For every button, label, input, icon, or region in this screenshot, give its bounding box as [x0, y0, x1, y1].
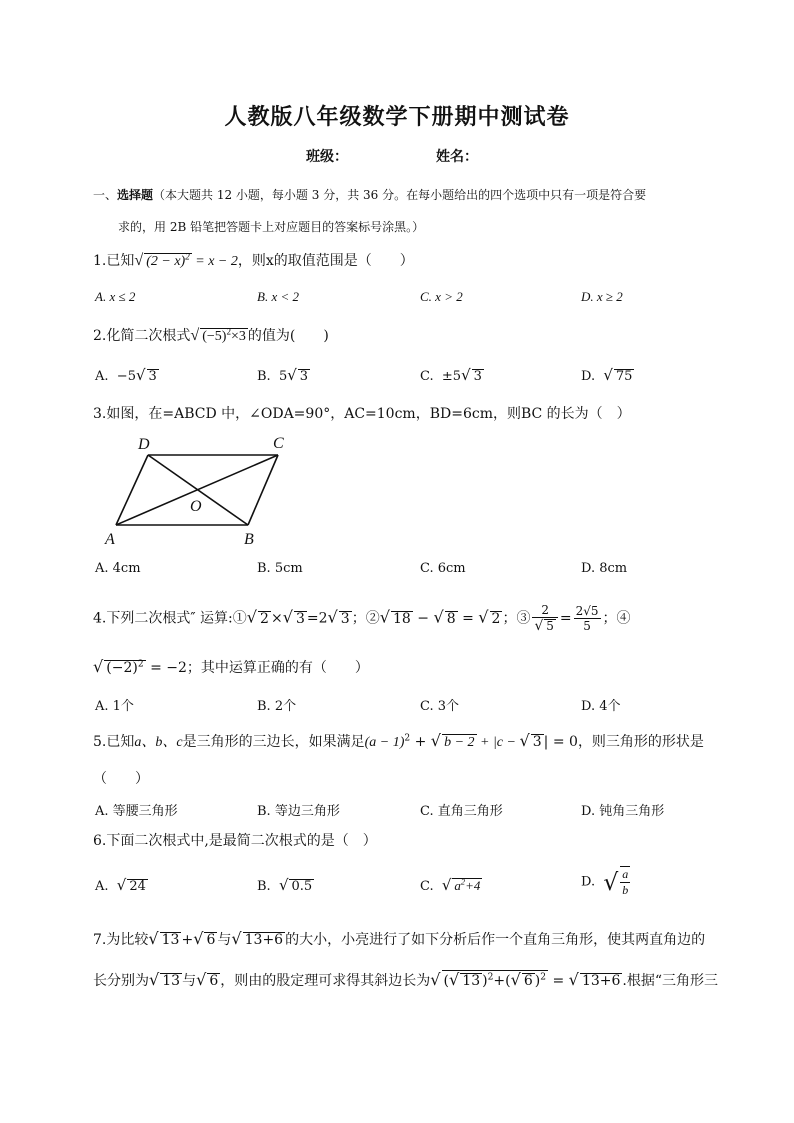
- q7-p2: 与: [217, 932, 232, 948]
- name-label: 姓名：: [436, 149, 478, 165]
- label-c: C: [273, 435, 284, 452]
- q5-prefix: 5.已知: [93, 734, 135, 750]
- q6-opt-c-label: C.: [420, 879, 434, 894]
- q6-opt-b-rad: 0.5: [291, 879, 313, 894]
- q5-exp: 2: [404, 733, 411, 744]
- q7-r1: 13: [161, 932, 180, 948]
- q4-e1b: ×: [270, 610, 283, 627]
- q7-l2-exp1: 2: [487, 972, 494, 983]
- q2-opt-c-pre: ±5: [441, 369, 462, 384]
- q7-l2-close2: ): [534, 973, 541, 989]
- q4-option-c[interactable]: C. 3个: [420, 699, 460, 714]
- q2-opt-d-rad: 75: [615, 369, 633, 384]
- question-6: 6.下面二次根式中,是最简二次根式的是（ ）: [93, 833, 377, 849]
- q3-option-c[interactable]: C. 6cm: [420, 561, 466, 576]
- q7-l2-ir1: 13: [462, 973, 481, 989]
- q3-option-b[interactable]: B. 5cm: [257, 561, 303, 576]
- q7-l2a: 长分别为: [93, 973, 149, 989]
- q2-option-a[interactable]: A. −5√ 3: [95, 366, 157, 384]
- page-title: 人教版八年级数学下册期中测试卷: [224, 104, 570, 130]
- q7-l2-eq: =: [548, 973, 569, 989]
- q4-f1n: 2: [532, 603, 557, 618]
- q5-option-c[interactable]: C. 直角三角形: [420, 804, 503, 819]
- q2-suffix: 的值为( ): [247, 328, 329, 344]
- q5-rad2: 3: [532, 734, 542, 750]
- q6-option-b[interactable]: B. √ 0.5: [257, 876, 313, 894]
- q5-option-b[interactable]: B. 等边三角形: [257, 804, 340, 819]
- q7-l2d: .根据“三角形三: [622, 973, 718, 989]
- q2-prefix: 2.化简二次根式: [93, 328, 191, 344]
- q4-e1a: 2: [260, 610, 269, 627]
- label-a: A: [105, 531, 115, 548]
- q2-opt-b-label: B.: [257, 369, 271, 384]
- side-ad: [116, 455, 148, 525]
- question-3: 3.如图，在=ABCD 中，∠ODA=90°，AC=10cm，BD=6cm，则BC 的长为（ ）: [93, 406, 631, 422]
- label-d: D: [138, 436, 150, 453]
- q7-plus: +: [181, 932, 194, 948]
- q1-exp: 2: [185, 251, 190, 262]
- q6-opt-c-rad: a: [454, 878, 461, 893]
- q5-vars: a、b、c: [134, 735, 183, 750]
- q6-option-a[interactable]: A. √ 24: [95, 876, 146, 894]
- q5-mid: 是三角形的三边长，如果满足: [182, 734, 365, 750]
- q6-option-d[interactable]: D. √ $\frac{a}{b}$: [581, 867, 629, 897]
- question-7-line-2: 长分别为√ 13 与√ 6 ，则由的股定理可求得其斜边长为√ (√ 13 )$^2$+(√ 6 )$^2$ = √ 13+6 .根据“三角形三: [93, 970, 718, 989]
- label-b: B: [244, 531, 254, 548]
- q2-opt-a-pre: −5: [116, 369, 136, 384]
- class-label: 班级：: [306, 149, 348, 165]
- q6-opt-a-label: A.: [95, 879, 109, 894]
- question-2: [93, 325, 329, 345]
- q2-opt-a-label: A.: [95, 369, 109, 384]
- q7-l2r2: 6: [209, 973, 219, 989]
- q4-f2n: 2√5: [575, 604, 599, 618]
- question-4: 4.下列二次根式″ 运算:①√ 2 ×√ 3 =2√ 3 ；②√ 18 − √ 8 = √ 2 ；③ $\frac{2}{√ 5}$ = $\frac{2√5}{5}$ ；④: [93, 603, 631, 634]
- q4-e1c: 3: [295, 610, 305, 627]
- q7-l2-ir2: 6: [523, 973, 533, 989]
- q2-option-c[interactable]: C. ±5√ 3: [420, 366, 482, 384]
- q4-l2-suffix: ；其中运算正确的有（ ）: [186, 660, 369, 676]
- q2-rad-b: ×3: [230, 329, 246, 344]
- q7-l2r3: 13+6: [581, 973, 621, 989]
- q5-option-d[interactable]: D. 钝角三角形: [581, 804, 665, 819]
- question-4-line-2: √ $(-2)^2 = -2$；其中运算正确的有（ ）: [93, 657, 369, 676]
- q3-option-a[interactable]: A. 4cm: [95, 561, 141, 576]
- q4-fraction-2: [574, 604, 601, 633]
- q2-exp: 2: [226, 326, 231, 337]
- parallelogram-figure: [104, 430, 304, 552]
- q4-e1d: =2: [306, 610, 328, 627]
- q7-l2-close1: ): [482, 973, 488, 989]
- q2-opt-d-label: D.: [581, 369, 596, 384]
- q1-option-b[interactable]: B. x < 2: [257, 289, 299, 304]
- q7-r3: 13+6: [244, 932, 284, 948]
- question-7: 7.为比较√ 13 +√ 6 与√ 13+6 的大小，小亮进行了如下分析后作一个直角三角形，使其两直角边的: [93, 929, 706, 948]
- q6-opt-a-rad: 24: [129, 879, 146, 894]
- q2-opt-b-pre: 5: [278, 369, 288, 384]
- q2-option-b[interactable]: B. 5√ 3: [257, 366, 309, 384]
- q7-p1: 7.为比较: [93, 932, 149, 948]
- q4-e2b: −: [412, 610, 434, 627]
- q2-opt-b-rad: 3: [299, 369, 309, 384]
- q6-opt-b-label: B.: [257, 879, 271, 894]
- q4-option-b[interactable]: B. 2个: [257, 699, 297, 714]
- q4-f2d: 5: [583, 619, 591, 633]
- q6-option-c[interactable]: C. √ $a^2+4$: [420, 876, 481, 894]
- q2-expression: √ $(-5)^2\times 3$: [190, 326, 246, 344]
- q4-e2c: 8: [446, 610, 456, 627]
- q1-suffix: ，则x的取值范围是（ ）: [237, 253, 414, 269]
- q3-option-d[interactable]: D. 8cm: [581, 561, 628, 576]
- q4-sep1: ；②: [351, 610, 380, 627]
- q1-rhs: = x − 2: [191, 254, 238, 269]
- q2-option-d[interactable]: D. √ 75: [581, 366, 633, 384]
- q5-expr1: (a − 1): [364, 735, 405, 750]
- q1-rad: (2 − x): [146, 254, 186, 269]
- q6-opt-d-frac: [620, 866, 630, 898]
- q2-rad-a: (−5): [202, 329, 227, 344]
- q6-opt-d-label: D.: [581, 874, 596, 890]
- q1-option-a[interactable]: A. x ≤ 2: [95, 289, 136, 304]
- q4-l2-rad: (−2): [106, 660, 138, 676]
- q1-prefix: 1.已知: [93, 253, 135, 269]
- q6-opt-c-exp: 2: [460, 876, 466, 887]
- q1-option-c[interactable]: C. x > 2: [420, 289, 463, 304]
- q4-e2e: 2: [491, 610, 501, 627]
- q7-r2: 6: [206, 932, 216, 948]
- q6-opt-d-num: a: [622, 867, 629, 881]
- q7-l2-exp2: 2: [540, 972, 547, 983]
- q4-mid: 运算:①: [200, 610, 247, 627]
- q4-sep2: ；③: [502, 610, 531, 627]
- q2-opt-c-rad: 3: [473, 369, 482, 384]
- q4-mark: ″: [190, 610, 196, 627]
- q4-e2d: =: [457, 610, 479, 627]
- q6-opt-c-tail: +4: [465, 878, 481, 893]
- q5-abs-post: | = 0: [543, 734, 578, 750]
- question-5-line-2: （ ）: [93, 771, 149, 787]
- q7-p3: 的大小，小亮进行了如下分析后作一个直角三角形，使其两直角边的: [285, 932, 706, 948]
- section-desc-1: （本大题共 12 小题，每小题 3 分，共 36 分。在每小题给出的四个选项中只有一项是符合要: [153, 188, 647, 202]
- q4-sep3: ；④: [602, 610, 631, 627]
- q7-l2c: ，则由的股定理可求得其斜边长为: [220, 973, 431, 989]
- q4-e2a: 18: [392, 610, 411, 627]
- q7-l2b: 与: [182, 973, 197, 989]
- q4-option-a[interactable]: A. 1个: [95, 699, 134, 714]
- q2-opt-a-rad: 3: [148, 369, 157, 384]
- q4-f1d: 5: [546, 619, 554, 633]
- q4-eq: =: [559, 610, 572, 627]
- q1-expression: √ $(2 - x)^2 = x - 2$: [134, 251, 238, 269]
- q4-prefix: 4.下列二次根式: [93, 610, 191, 627]
- section-desc-2: 求的，用 2B 铅笔把答题卡上对应题目的答案标号涂黑。）: [118, 220, 425, 234]
- q2-opt-c-label: C.: [420, 369, 434, 384]
- q4-option-d[interactable]: D. 4个: [581, 699, 621, 714]
- q4-l2-rhs: = −2: [145, 660, 187, 676]
- section-prefix: 一、: [93, 188, 118, 202]
- q5-abs-pre: + |c −: [476, 735, 520, 750]
- q4-l2-exp: 2: [137, 659, 144, 670]
- section-heading: [93, 186, 646, 203]
- q5-suffix: ，则三角形的形状是: [577, 734, 704, 750]
- q4-fraction-1: $\frac{2}{√ 5}$: [532, 603, 557, 634]
- label-o: O: [190, 498, 202, 515]
- q5-rad1: b − 2: [444, 735, 475, 750]
- question-5: 5.已知a、b、c是三角形的三边长，如果满足$(a - 1)^2$ + √ b − 2 + |c − √ 3 | = 0，则三角形的形状是: [93, 731, 704, 750]
- q7-l2r1: 13: [162, 973, 181, 989]
- q7-l2-plus: +(: [493, 973, 511, 989]
- q5-plus: +: [410, 734, 431, 750]
- q4-e1e: 3: [340, 610, 350, 627]
- q5-option-a[interactable]: A. 等腰三角形: [95, 804, 178, 819]
- q1-option-d[interactable]: D. x ≥ 2: [581, 289, 623, 304]
- q7-l2-open1: (: [443, 973, 450, 989]
- q6-opt-d-den: b: [622, 883, 629, 897]
- section-name: 选择题: [117, 188, 154, 202]
- question-1: [93, 250, 414, 270]
